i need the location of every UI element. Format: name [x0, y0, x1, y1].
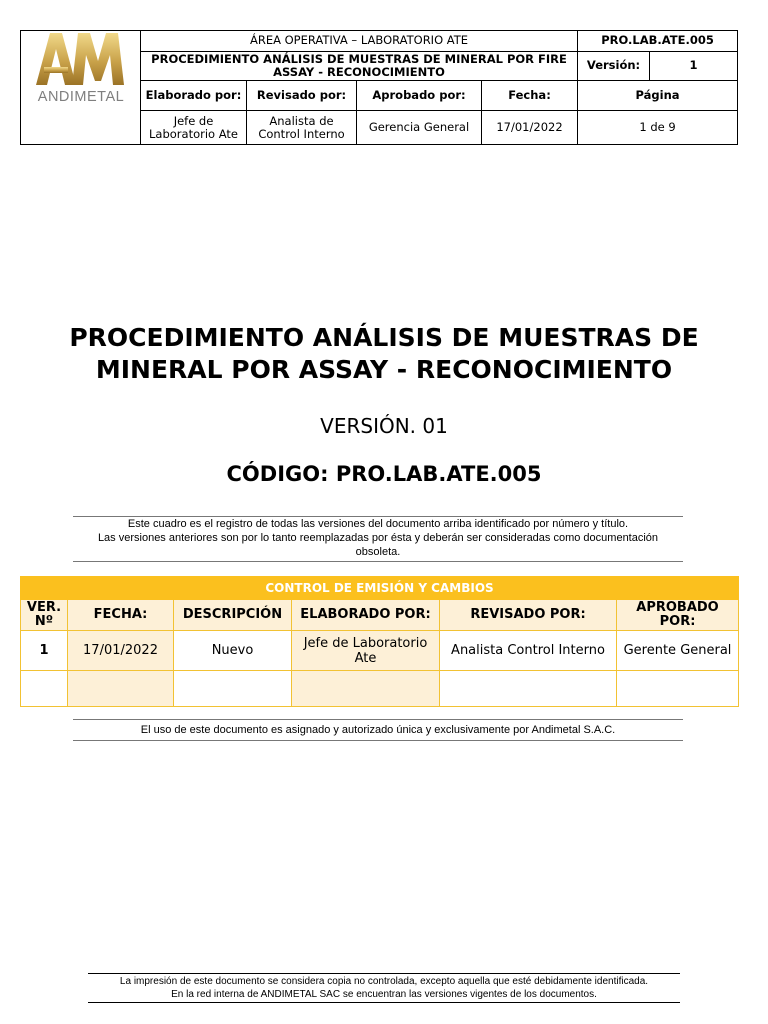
cell-descripcion	[174, 671, 292, 707]
cell-revisado	[440, 671, 617, 707]
document-header-table	[20, 30, 738, 145]
control-table-caption: CONTROL DE EMISIÓN Y CAMBIOS	[21, 577, 739, 600]
versions-note	[73, 516, 683, 562]
page-footer	[88, 973, 680, 1003]
cell-elaborado	[292, 671, 440, 707]
control-table	[20, 576, 739, 707]
table-row	[21, 671, 739, 707]
area-cell: ÁREA OPERATIVA – LABORATORIO ATE	[141, 31, 578, 52]
version-text: VERSIÓN. 01	[320, 414, 448, 438]
elaborado-value: Jefe de Laboratorio Ate	[141, 111, 247, 145]
document-title: PROCEDIMIENTO ANÁLISIS DE MUESTRAS DE MINERAL POR ASSAY - RECONOCIMIENTO	[69, 323, 699, 384]
elaborado-label: Elaborado por:	[141, 81, 247, 111]
col-header-revisado: REVISADO POR:	[440, 600, 617, 631]
company-logo	[21, 31, 141, 145]
table-row	[21, 631, 739, 671]
col-header-ver: VER. Nº	[21, 600, 68, 631]
andimetal-logo	[22, 31, 140, 141]
pagina-value: 1 de 9	[578, 111, 738, 145]
revisado-label: Revisado por:	[247, 81, 357, 111]
usage-note: El uso de este documento es asignado y autorizado única y exclusivamente por Andimetal S.A.C.	[73, 719, 683, 741]
aprobado-label: Aprobado por:	[357, 81, 482, 111]
versions-note-line2: Las versiones anteriores son por lo tanto reemplazadas por ésta y deberán ser consideradas como documentación obsoleta.	[97, 532, 659, 558]
procedure-title-cell: PROCEDIMIENTO ANÁLISIS DE MUESTRAS DE MINERAL POR FIRE ASSAY - RECONOCIMIENTO	[141, 51, 578, 81]
cell-revisado: Analista Control Interno	[440, 631, 617, 671]
cell-aprobado: Gerente General	[617, 631, 739, 671]
col-header-elaborado: ELABORADO POR:	[292, 600, 440, 631]
versions-note-line1: Este cuadro es el registro de todas las versiones del documento arriba identificado por número y título.	[127, 518, 629, 530]
svg-text:ANDIMETAL: ANDIMETAL	[37, 89, 124, 105]
cell-ver	[21, 671, 68, 707]
col-header-descripcion: DESCRIPCIÓN	[174, 600, 292, 631]
fecha-label: Fecha:	[482, 81, 578, 111]
col-header-aprobado: APROBADO POR:	[617, 600, 739, 631]
document-code: PRO.LAB.ATE.005	[578, 31, 738, 52]
aprobado-value: Gerencia General	[357, 111, 482, 145]
version-label: Versión:	[578, 51, 650, 81]
cell-fecha	[68, 671, 174, 707]
footer-line2: En la red interna de ANDIMETAL SAC se encuentran las versiones vigentes de los documentos.	[171, 989, 597, 1000]
cell-fecha: 17/01/2022	[68, 631, 174, 671]
revisado-value: Analista de Control Interno	[247, 111, 357, 145]
pagina-label: Página	[578, 81, 738, 111]
col-header-fecha: FECHA:	[68, 600, 174, 631]
fecha-value: 17/01/2022	[482, 111, 578, 145]
cell-elaborado: Jefe de Laboratorio Ate	[292, 631, 440, 671]
codigo-text: CÓDIGO: PRO.LAB.ATE.005	[226, 462, 542, 486]
cell-ver: 1	[21, 631, 68, 671]
cell-descripcion: Nuevo	[174, 631, 292, 671]
cell-aprobado	[617, 671, 739, 707]
footer-line1: La impresión de este documento se considera copia no controlada, excepto aquella que esté debidamente identificada.	[119, 976, 649, 987]
version-value: 1	[650, 51, 738, 81]
